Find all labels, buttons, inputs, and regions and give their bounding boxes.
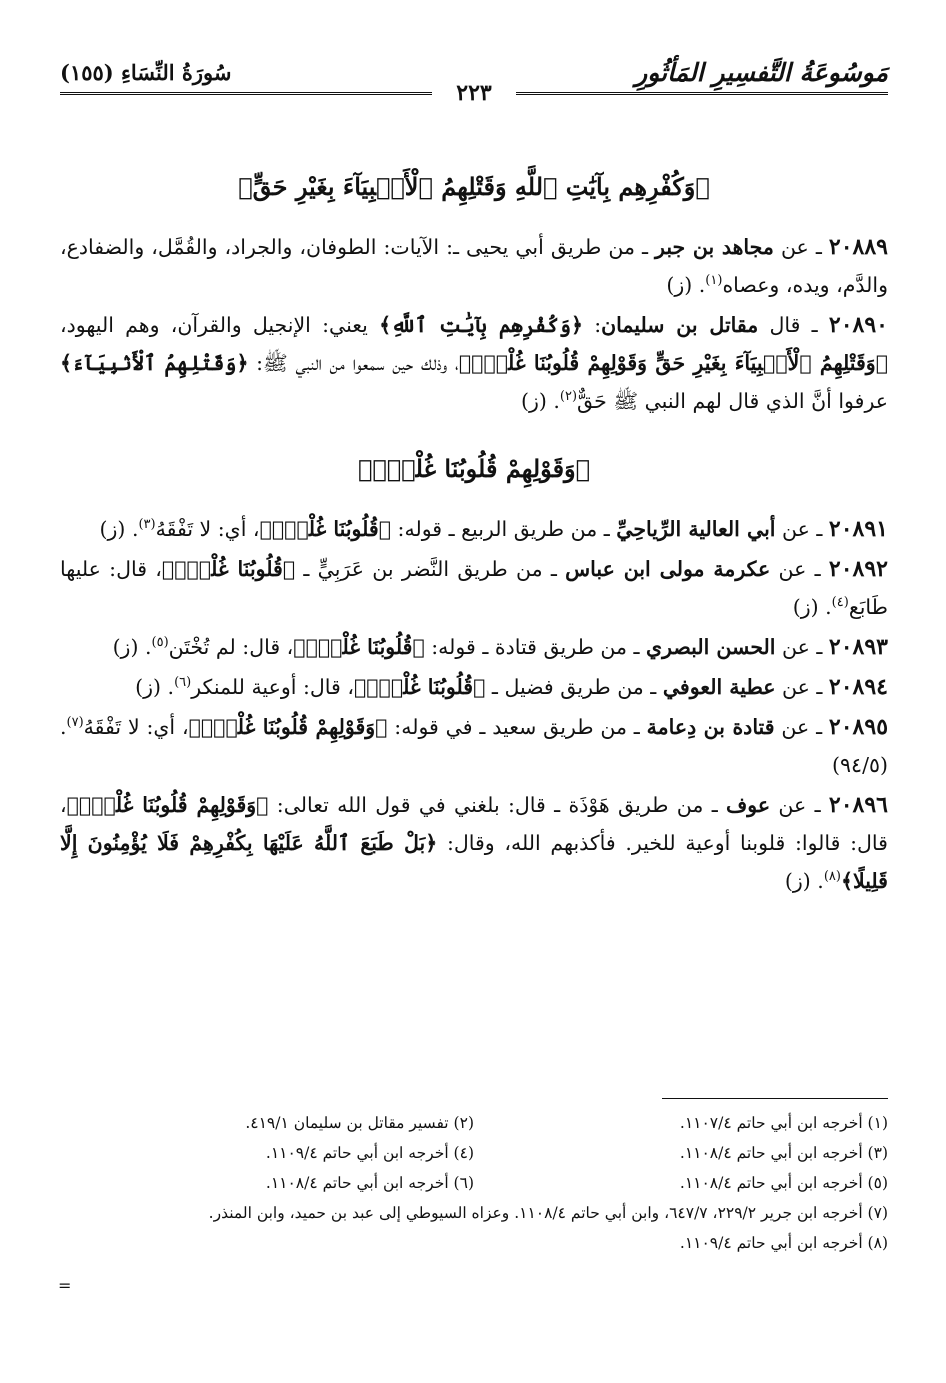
footnote-ref[interactable]: (٨) — [823, 869, 841, 885]
entry-tail: . (ز) — [784, 869, 824, 893]
entry-text: ـ من طريق الربيع ـ قوله: — [391, 517, 617, 541]
quran-quote: ﴿وَكُفْرِهِم بِآيَٰتِ ٱللَّهِ﴾ — [379, 313, 583, 337]
entry-text: ، وذلك حين سمعوا من النبي ﷺ: — [248, 351, 459, 375]
footnote-2: (٢) تفسير مقاتل بن سليمان ٤١٩/١. — [245, 1114, 474, 1132]
entry-number: ٢٠٨٩٦ — [828, 792, 888, 818]
entry-prefix: ـ قال — [758, 313, 829, 337]
footnote-separator — [662, 1098, 888, 1099]
footnote-5: (٥) أخرجه ابن أبي حاتم ١١٠٨/٤. — [679, 1174, 888, 1192]
footnote-ref[interactable]: (٢) — [559, 389, 578, 405]
footnote-4: (٤) أخرجه ابن أبي حاتم ١١٠٩/٤. — [265, 1144, 474, 1162]
footnote-ref[interactable]: (٣) — [138, 517, 156, 533]
surah-label: سُورَةُ النِّسَاءِ (١٥٥) — [60, 60, 232, 85]
page-header — [60, 50, 888, 106]
narrator-name: عكرمة مولى ابن عباس — [565, 557, 771, 581]
entry-20893 — [60, 628, 888, 666]
entry-number: ٢٠٨٨٩ — [828, 234, 888, 260]
entry-text: ـ من طريق فضيل ـ — [485, 675, 663, 699]
entry-tail: . (٩٤/٥) — [60, 715, 888, 777]
entry-text: : — [582, 313, 602, 337]
entry-prefix: ـ عن — [773, 235, 829, 259]
footnote-row — [60, 1108, 888, 1138]
entry-text: ، قال: عليها طَابَع — [60, 557, 888, 619]
footnote-row — [60, 1138, 888, 1168]
narrator-name: أبي العالية الرِّياحِيِّ — [616, 517, 776, 541]
entry-20891 — [60, 510, 888, 548]
entry-text: ، أي: لا تَفْقَهُ — [83, 715, 189, 739]
header-rule-left — [60, 92, 432, 95]
narrator-name: الحسن البصري — [646, 635, 776, 659]
entry-text: ، أي: لا تَفْقَهُ — [155, 517, 260, 541]
quran-quote: ﴿قُلُوبُنَا غُلْفٌۢ﴾ — [259, 517, 392, 541]
entry-tail: . (ز) — [99, 517, 139, 541]
entry-prefix: ـ عن — [770, 557, 829, 581]
narrator-name: قتادة بن دِعامة — [646, 715, 775, 739]
entry-text: ـ من طريق قتادة ـ قوله: — [424, 635, 647, 659]
entry-tail: . (ز) — [135, 675, 175, 699]
entry-prefix: ـ عن — [775, 675, 829, 699]
header-rule-right — [516, 92, 888, 95]
footnote-6: (٦) أخرجه ابن أبي حاتم ١١٠٨/٤. — [265, 1174, 474, 1192]
footnote-ref[interactable]: (٥) — [151, 635, 169, 651]
entry-tail: . (ز) — [666, 273, 706, 297]
entry-text: ، قال: لم تُخْتَن — [168, 635, 294, 659]
section-heading-1: ﴿وَكُفْرِهِم بِآيَٰتِ ٱللَّهِ وَقَتْلِهِمُ ٱلْأَنۢبِيَآءَ بِغَيْرِ حَقٍّ﴾ — [238, 172, 710, 201]
quran-quote: ﴿وَقَتْلِهِمُ ٱلْأَنۢبِيَآءَ﴾ — [60, 351, 249, 375]
footnote-ref[interactable]: (١) — [705, 273, 723, 289]
book-title: مَوسُوعَةُ التَّفسِيرِ المَأثُورِ — [635, 58, 888, 87]
entry-text: ـ من طريق النَّضر بن عَرَبِيٍّ ـ — [295, 557, 566, 581]
entry-20896 — [60, 786, 888, 900]
entry-text: ـ من طريق أبي يحيى ـ: الآيات: الطوفان، والجراد، والقُمَّل، والضفادع، والدَّم، ويده، وعصاه — [60, 235, 888, 297]
footnote-7: (٧) أخرجه ابن جرير ٢٢٩/٢، ٦٤٧/٧، وابن أبي حاتم ١١٠٨/٤. وعزاه السيوطي إلى عبد بن حميد، وابن المنذر. — [208, 1204, 888, 1222]
entry-tail: . (ز) — [112, 635, 152, 659]
margin-mark: = — [58, 1276, 72, 1295]
entry-number: ٢٠٨٩٠ — [828, 312, 888, 338]
entry-text: يعني: الإنجيل والقرآن، وهم اليهود، — [60, 313, 380, 337]
document-page — [60, 50, 888, 1370]
footnote-ref[interactable]: (٦) — [174, 675, 192, 691]
entry-text: عرفوا أنَّ الذي قال لهم النبي ﷺ حَقٌّ — [577, 389, 888, 413]
footnote-ref[interactable]: (٧) — [66, 715, 84, 731]
entry-20894 — [60, 668, 888, 706]
main-text — [60, 160, 888, 900]
footnote-3: (٣) أخرجه ابن أبي حاتم ١١٠٨/٤. — [679, 1144, 888, 1162]
narrator-name: مجاهد بن جبر — [655, 235, 774, 259]
quran-quote: ﴿وَقَتْلِهِمُ ٱلْأَنۢبِيَآءَ بِغَيْرِ حَقٍّ وَقَوْلِهِمْ قُلُوبُنَا غُلْفٌۢ﴾ — [458, 351, 888, 375]
entry-text: ، قال: أوعية للمنكر — [191, 675, 354, 699]
entry-tail: . (ز) — [792, 595, 832, 619]
quran-quote: ﴿قُلُوبُنَا غُلْفٌۢ﴾ — [353, 675, 486, 699]
entry-tail: . (ز) — [520, 389, 560, 413]
entry-number: ٢٠٨٩٥ — [828, 714, 889, 740]
quran-quote: ﴿قُلُوبُنَا غُلْفٌۢ﴾ — [161, 557, 296, 581]
narrator-name: عوف — [726, 793, 771, 817]
narrator-name: عطية العوفي — [662, 675, 776, 699]
entry-number: ٢٠٨٩٣ — [828, 634, 888, 660]
footnote-8: (٨) أخرجه ابن أبي حاتم ١١٠٩/٤. — [679, 1234, 888, 1252]
quran-quote: ﴿وَقَوْلِهِمْ قُلُوبُنَا غُلْفٌۢ﴾ — [66, 793, 269, 817]
entry-prefix: ـ عن — [775, 517, 829, 541]
entry-number: ٢٠٨٩١ — [828, 516, 888, 542]
quran-quote: ﴿وَقَوْلِهِمْ قُلُوبُنَا غُلْفٌۢ﴾ — [188, 715, 388, 739]
entry-number: ٢٠٨٩٢ — [828, 556, 888, 582]
entry-prefix: ـ عن — [770, 793, 829, 817]
entry-text: ـ من طريق هَوْذَة ـ قال: بلغني في قول الله تعالى: — [268, 793, 727, 817]
entry-prefix: ـ عن — [775, 635, 829, 659]
narrator-name: مقاتل بن سليمان — [601, 313, 759, 337]
entry-text: ـ من طريق سعيد ـ في قوله: — [387, 715, 647, 739]
footnotes — [60, 1108, 888, 1258]
section-heading-2: ﴿وَقَوْلِهِمْ قُلُوبُنَا غُلْفٌۢ﴾ — [357, 454, 591, 483]
entry-prefix: ـ عن — [774, 715, 829, 739]
entry-20895 — [60, 708, 888, 784]
quran-quote: ﴿قُلُوبُنَا غُلْفٌۢ﴾ — [293, 635, 425, 659]
quran-quote: ﴿بَلْ طَبَعَ ٱللَّهُ عَلَيْهَا بِكُفْرِهِمْ فَلَا يُؤْمِنُونَ إِلَّا قَلِيلًا﴾ — [60, 831, 888, 893]
footnote-ref[interactable]: (٤) — [831, 595, 849, 611]
entry-20889 — [60, 228, 888, 304]
entry-20892 — [60, 550, 888, 626]
footnote-1: (١) أخرجه ابن أبي حاتم ١١٠٧/٤. — [679, 1114, 888, 1132]
entry-number: ٢٠٨٩٤ — [828, 674, 888, 700]
footnote-row — [60, 1168, 888, 1198]
entry-text: ، قال: قالوا: قلوبنا أوعية للخير. فأكذبهم الله، وقال: — [60, 793, 888, 855]
entry-20890 — [60, 306, 888, 420]
page-number: ٢٢٣ — [456, 80, 492, 106]
